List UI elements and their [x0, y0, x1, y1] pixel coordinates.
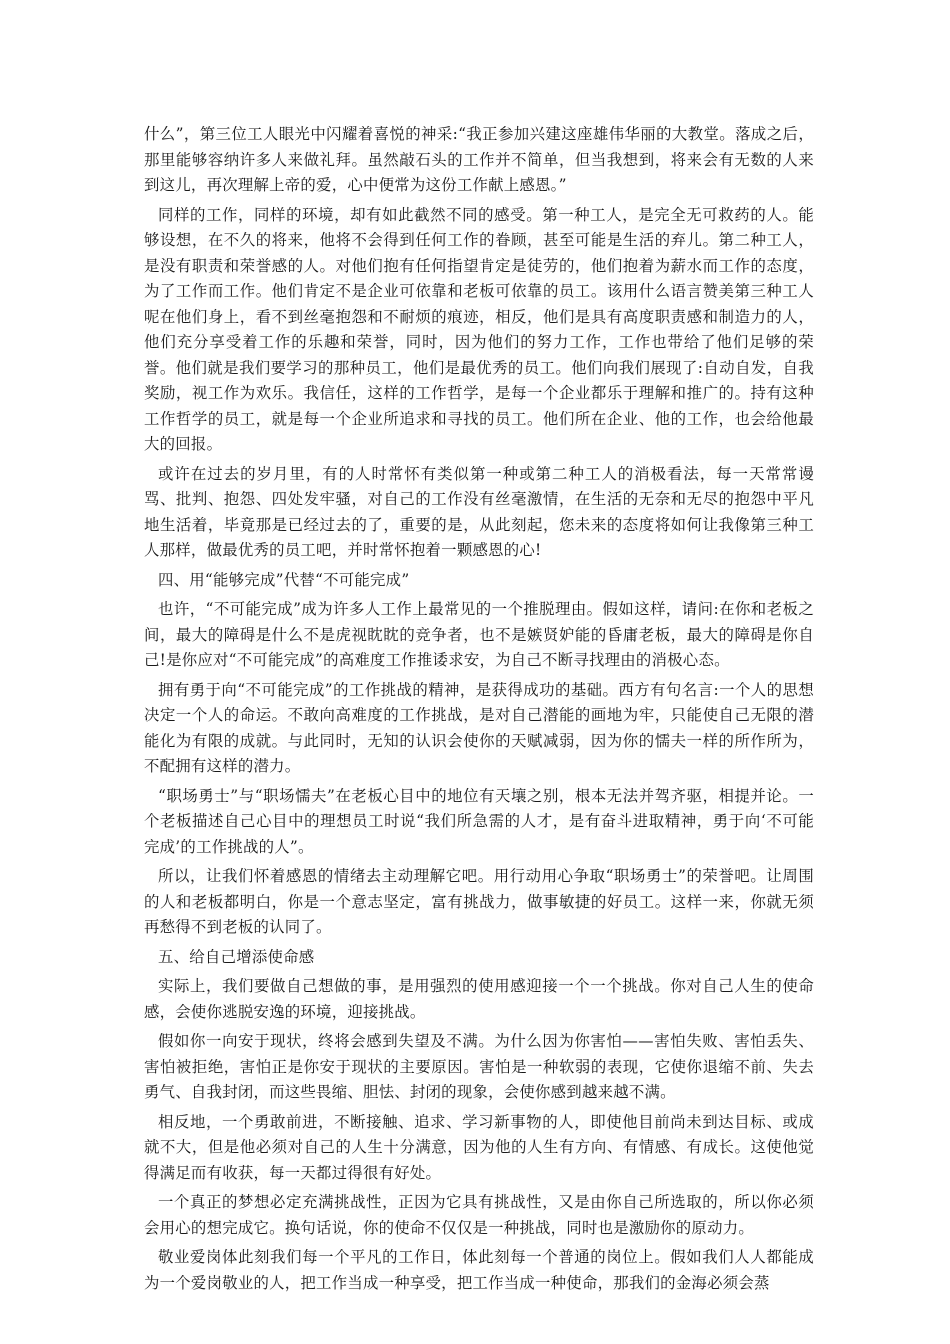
paragraph-challenge-spirit: 拥有勇于向“不可能完成”的工作挑战的精神，是获得成功的基础。西方有句名言:一个人的思想决定一个人的命运。不敢向高难度的工作挑战，是对自己潜能的画地为牢，只能使自己无限的潜能化为有限的成就。与此同时，无知的认识会使你的天赋减弱，因为你的懦夫一样的所作所为，不配拥有这样的潜力。 [144, 680, 814, 775]
section-heading-five: 五、给自己增添使命感 [158, 947, 315, 966]
paragraph-true-dream: 一个真正的梦想必定充满挑战性，正因为它具有挑战性，又是由你自己所选取的，所以你必须会用心的想完成它。换句话说，你的使命不仅仅是一种挑战，同时也是激励你的原动力。 [144, 1193, 814, 1237]
paragraph-mission-sense: 实际上，我们要做自己想做的事，是用强烈的使用感迎接一个一个挑战。你对自己人生的使命感，会使你逃脱安逸的环境，迎接挑战。 [144, 977, 814, 1021]
paragraph-continuation: 什么”，第三位工人眼光中闪耀着喜悦的神采:“我正参加兴建这座雄伟华丽的大教堂。落成之后，那里能够容纳许多人来做礼拜。虽然敲石头的工作并不简单，但当我想到，将来会有无数的人来到这儿，再次理解上帝的爱，心中便常为这份工作献上感恩。” [144, 125, 814, 194]
section-heading-four: 四、用“能够完成”代替“不可能完成” [158, 570, 410, 589]
paragraph-dedication: 敬业爱岗体此刻我们每一个平凡的工作日，体此刻每一个普通的岗位上。假如我们人人都能成为一个爱岗敬业的人，把工作当成一种享受，把工作当成一种使命，那我们的金海必须会蒸 [144, 1248, 814, 1292]
document-body [144, 122, 814, 1300]
paragraph-take-action: 所以，让我们怀着感恩的情绪去主动理解它吧。用行动用心争取“职场勇士”的荣誉吧。让周围的人和老板都明白，你是一个意志坚定，富有挑战力，做事敏捷的好员工。这样一来，你就无须再愁得不到老板的认同了。 [144, 867, 814, 936]
paragraph-three-workers-analysis: 同样的工作，同样的环境，却有如此截然不同的感受。第一种工人，是完全无可救药的人。能够设想，在不久的将来，他将不会得到任何工作的眷顾，甚至可能是生活的弃儿。第二种工人，是没有职责和荣誉感的人。对他们抱有任何指望肯定是徒劳的，他们抱着为薪水而工作的态度，为了工作而工作。他们肯定不是企业可依靠和老板可依靠的员工。该用什么语言赞美第三种工人呢在他们身上，看不到丝毫抱怨和不耐烦的痕迹，相反，他们是具有高度职责感和制造力的人，他们充分享受着工作的乐趣和荣誉，同时，因为他们的努力工作，工作也带给了他们足够的荣誉。他们就是我们要学习的那种员工，他们是最优秀的员工。他们向我们展现了:自动自发，自我奖励，视工作为欢乐。我信任，这样的工作哲学，是每一个企业都乐于理解和推广的。持有这种工作哲学的员工，就是每一个企业所追求和寻找的员工。他们所在企业、他的工作，也会给他最大的回报。 [144, 205, 814, 453]
paragraph-workplace-warrior: “职场勇士”与“职场懦夫”在老板心目中的地位有天壤之别，根本无法并驾齐驱，相提并论。一个老板描述自己心目中的理想员工时说“我们所急需的人才，是有奋斗进取精神，勇于向‘不可能完成’的工作挑战的人”。 [144, 786, 814, 856]
paragraph-impossible-excuse: 也许，“不可能完成”成为许多人工作上最常见的一个推脱理由。假如这样，请问:在你和老板之间，最大的障碍是什么不是虎视眈眈的竞争者，也不是嫉贤妒能的昏庸老板，最大的障碍是你自己!是你应对“不可能完成”的高难度工作推诿求安，为自己不断寻找理由的消极心态。 [144, 600, 814, 669]
paragraph-past-attitude: 或许在过去的岁月里，有的人时常怀有类似第一种或第二种工人的消极看法，每一天常常谩骂、批判、抱怨、四处发牢骚，对自己的工作没有丝毫激情，在生活的无奈和无尽的抱怨中平凡地生活着，毕竟那是已经过去的了，重要的是，从此刻起，您未来的态度将如何让我像第三种工人那样，做最优秀的员工吧，并时常怀抱着一颗感恩的心! [144, 464, 814, 559]
paragraph-brave-forward: 相反地，一个勇敢前进，不断接触、追求、学习新事物的人，即使他目前尚未到达目标、或成就不大，但是他必须对自己的人生十分满意，因为他的人生有方向、有情感、有成长。这使他觉得满足而有收获，每一天都过得很有好处。 [144, 1112, 814, 1182]
paragraph-fear: 假如你一向安于现状，终将会感到失望及不满。为什么因为你害怕——害怕失败、害怕丢失、害怕被拒绝，害怕正是你安于现状的主要原因。害怕是一种软弱的表现，它使你退缩不前、失去勇气、自我封闭，而这些畏缩、胆怯、封闭的现象，会使你感到越来越不满。 [144, 1032, 814, 1101]
